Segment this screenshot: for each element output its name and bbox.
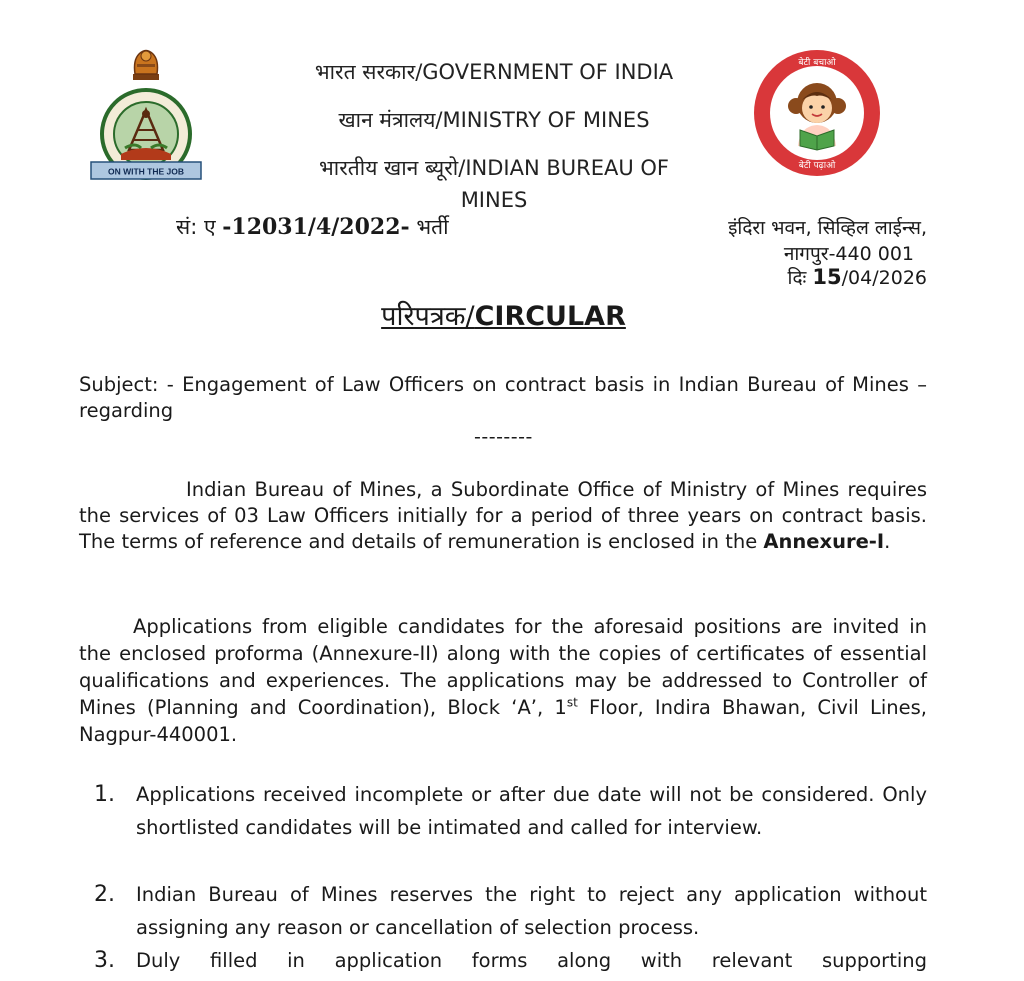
paragraph-2-text: Applications from eligible candidates for the aforesaid positions are invited in the enclosed proforma (Annexure-II) along with the copies of certificates of essential qualifications and experiences. The applications may be addressed to Controller of Mines (Planning and Coordination), Block ‘A’, 1 [79,615,927,719]
header-indian-bureau-of-mines: भारतीय खान ब्यूरो/INDIAN BUREAU OF [319,156,669,180]
circular-title-english: CIRCULAR [474,301,626,332]
reference-prefix: सं: ए [176,215,223,239]
address-line-2: नागपुर-440 001 [783,243,914,265]
beti-bachao-logo [752,48,882,178]
paragraph-2-superscript: st [566,695,578,710]
separator-dashes: -------- [474,426,533,448]
reference-file-number: -12031/4/2022- [222,214,410,240]
beti-bachao-bottom-text: बेटी पढ़ाओ [798,161,836,171]
list-item-text: Applications received incomplete or after due date will not be considered. Only shortlisted candidates will be intimated and called for interview. [136,783,927,839]
reference-suffix: भर्ती [409,215,449,239]
circular-date [788,264,927,290]
ibm-logo [89,44,203,182]
paragraph-2 [79,613,927,748]
header-mines: MINES [460,188,528,212]
list-item-text: Indian Bureau of Mines reserves the right to reject any application without assigning any reason or cancellation of selection process. [136,883,927,939]
paragraph-1-text: Indian Bureau of Mines, a Subordinate Office of Ministry of Mines requires the services of 03 Law Officers initially for a period of three years on contract basis. The terms of reference and details of remuneration is enclosed in the [79,478,927,553]
header-ministry-of-mines: खान मंत्रालय/MINISTRY OF MINES [338,108,650,132]
list-item-number: 3. [94,948,115,973]
address-line-1: इंदिरा भवन, सिव्हिल लाईन्स, [728,217,927,239]
paragraph-1 [79,477,927,555]
paragraph-1-end: . [884,530,891,553]
date-month-year: /04/2026 [841,267,927,289]
ibm-logo-banner: ON WITH THE JOB [107,166,185,177]
reference-number [176,213,449,241]
list-item-text: Duly filled in application forms along with relevant supporting [136,949,927,972]
annexure-1-reference: Annexure-I [763,530,885,553]
list-item-number: 2. [94,882,115,907]
paragraph-2-end: Floor, Indira Bhawan, Civil Lines, Nagpur-440001. [79,696,927,746]
header-govt-of-india: भारत सरकार/GOVERNMENT OF INDIA [314,60,674,84]
circular-title [0,296,1007,333]
beti-bachao-top-text: बेटी बचाओ [798,58,836,68]
date-day: 15 [812,265,842,289]
circular-title-hindi: परिपत्रक/ [381,301,475,332]
date-label: दिः [787,267,813,289]
list-item-number: 1. [94,782,115,807]
subject-line: Subject: - Engagement of Law Officers on contract basis in Indian Bureau of Mines – regarding [79,373,927,422]
conditions-list [94,778,928,978]
